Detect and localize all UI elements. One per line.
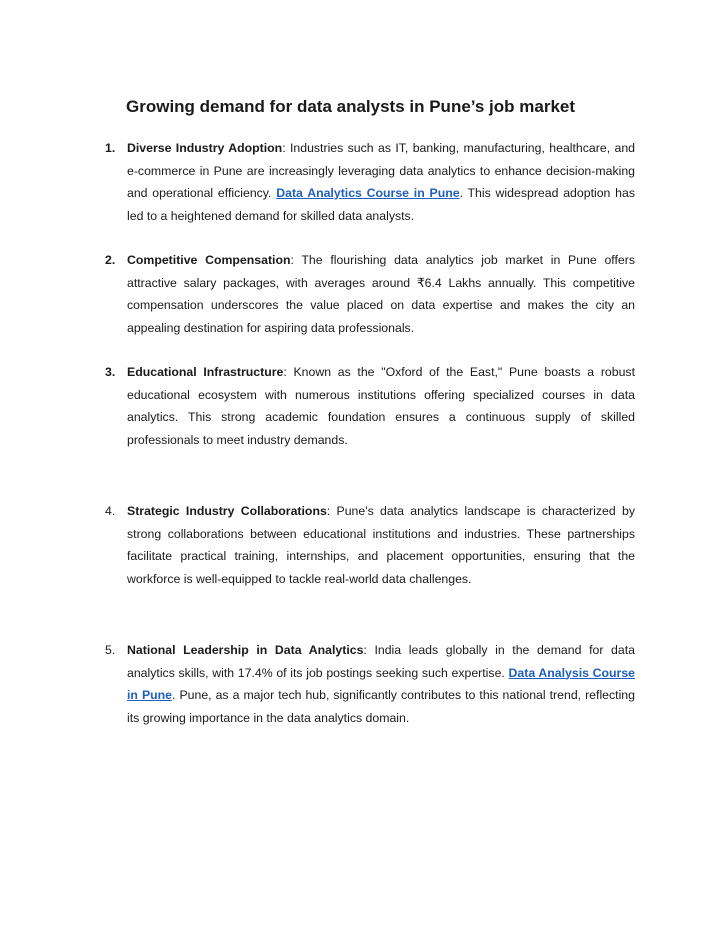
item-body (127, 639, 635, 729)
list-item (105, 639, 635, 729)
item-heading: Diverse Industry Adoption (127, 141, 283, 155)
course-link[interactable]: Data Analysis Course in Pune (127, 665, 635, 702)
item-heading: Strategic Industry Collaborations (127, 504, 327, 518)
item-number: 2. (105, 253, 116, 267)
page-title: Growing demand for data analysts in Pune’s job market (126, 97, 576, 116)
item-number: 3. (105, 365, 116, 379)
list-item (105, 137, 635, 227)
item-body (127, 137, 635, 227)
list-item (105, 249, 635, 339)
item-number: 1. (105, 141, 116, 155)
item-body (127, 361, 635, 451)
item-body (127, 500, 635, 590)
item-text: : Known as the "Oxford of the East," Pune boasts a robust educational ecosystem with numerous institutions offering specialized courses in data analytics. This strong academic foundation ensures a continuous supply of skilled professionals to meet industry demands. (127, 365, 635, 447)
item-text: : Industries such as IT, banking, manufacturing, healthcare, and e-commerce in Pune are increasingly leveraging data analytics to enhance decision-making and operational efficiency. (127, 141, 635, 200)
list-item (105, 361, 635, 451)
item-heading: National Leadership in Data Analytics (127, 643, 364, 657)
item-text: : India leads globally in the demand for data analytics skills, with 17.4% of its job postings seeking such expertise. (127, 643, 635, 680)
item-number: 5. (105, 643, 116, 657)
item-heading: Educational Infrastructure (127, 365, 284, 379)
item-body (127, 249, 635, 339)
item-number: 4. (105, 504, 116, 518)
list-item (105, 500, 635, 590)
item-text-after: . This widespread adoption has led to a heightened demand for skilled data analysts. (127, 186, 635, 223)
item-text: : The flourishing data analytics job market in Pune offers attractive salary packages, with averages around ₹6.4 Lakhs annually. This competitive compensation underscores the value placed on data expertise and makes the city an appealing destination for aspiring data professionals. (127, 253, 635, 335)
item-text: : Pune's data analytics landscape is characterized by strong collaborations between educational institutions and industries. These partnerships facilitate practical training, internships, and placement opportunities, ensuring that the workforce is well-equipped to tackle real-world data challenges. (127, 504, 635, 586)
item-heading: Competitive Compensation (127, 253, 291, 267)
course-link[interactable]: Data Analytics Course in Pune (276, 186, 460, 200)
item-text-after: . Pune, as a major tech hub, significantly contributes to this national trend, reflecting its growing importance in the data analytics domain. (127, 688, 635, 725)
